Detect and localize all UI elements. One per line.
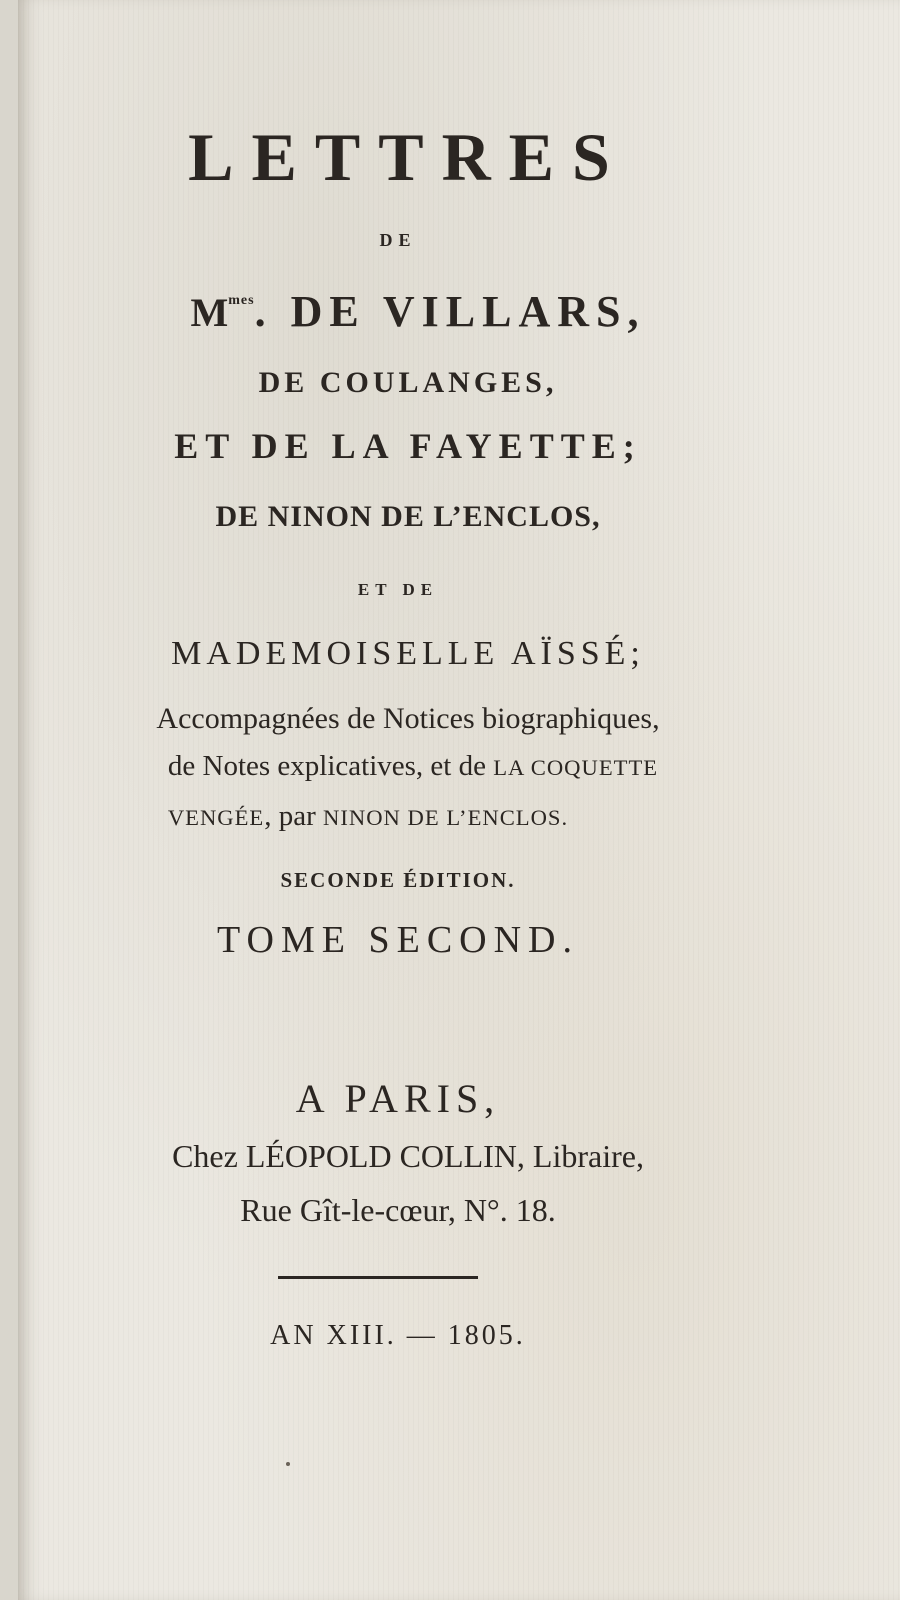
subtitle-coquette: LA COQUETTE [493,755,659,780]
subtitle-line-3 [18,800,718,833]
imprint-date: AN XIII. — 1805. [270,1320,526,1351]
imprint-place: A PARIS, [295,1076,501,1121]
title-connector-de: DE [379,230,417,250]
subtitle-line-1: Accompagnées de Notices biographiques, [156,702,660,735]
subtitle-line-2a: de Notes explicatives, et de [167,750,494,782]
title-connector-et-de: ET DE [357,580,439,599]
author-fayette: ET DE LA FAYETTE; [174,426,642,466]
subtitle-vengee: VENGÉE [167,805,265,830]
divider-rule [278,1276,478,1279]
publisher-name: LÉOPOLD COLLIN [245,1138,517,1174]
edition-statement: SECONDE ÉDITION. [280,868,516,892]
author-ninon: DE NINON DE L’ENCLOS, [215,500,601,533]
author-villars [18,286,818,337]
author-aisse: MADEMOISELLE AÏSSÉ; [171,635,645,672]
book-title: LETTRES [188,119,628,195]
imprint-address: Rue Gît-le-cœur, N°. 18. [240,1192,556,1228]
volume-statement: TOME SECOND. [217,919,579,961]
abbrev-m: M [190,290,229,335]
subtitle-line-2 [18,750,808,783]
abbrev-mes: mes [228,293,255,308]
subtitle-ninon: NINON DE L’ENCLOS. [323,805,569,830]
ink-spot [286,1462,290,1466]
imprint-publisher [18,1138,798,1175]
villars-name: . DE VILLARS, [254,287,646,336]
title-page [18,0,900,1600]
publisher-chez: Chez [172,1138,246,1174]
publisher-role: , Libraire, [516,1138,644,1174]
author-coulanges: DE COULANGES, [258,366,558,399]
subtitle-par: , par [264,800,324,832]
